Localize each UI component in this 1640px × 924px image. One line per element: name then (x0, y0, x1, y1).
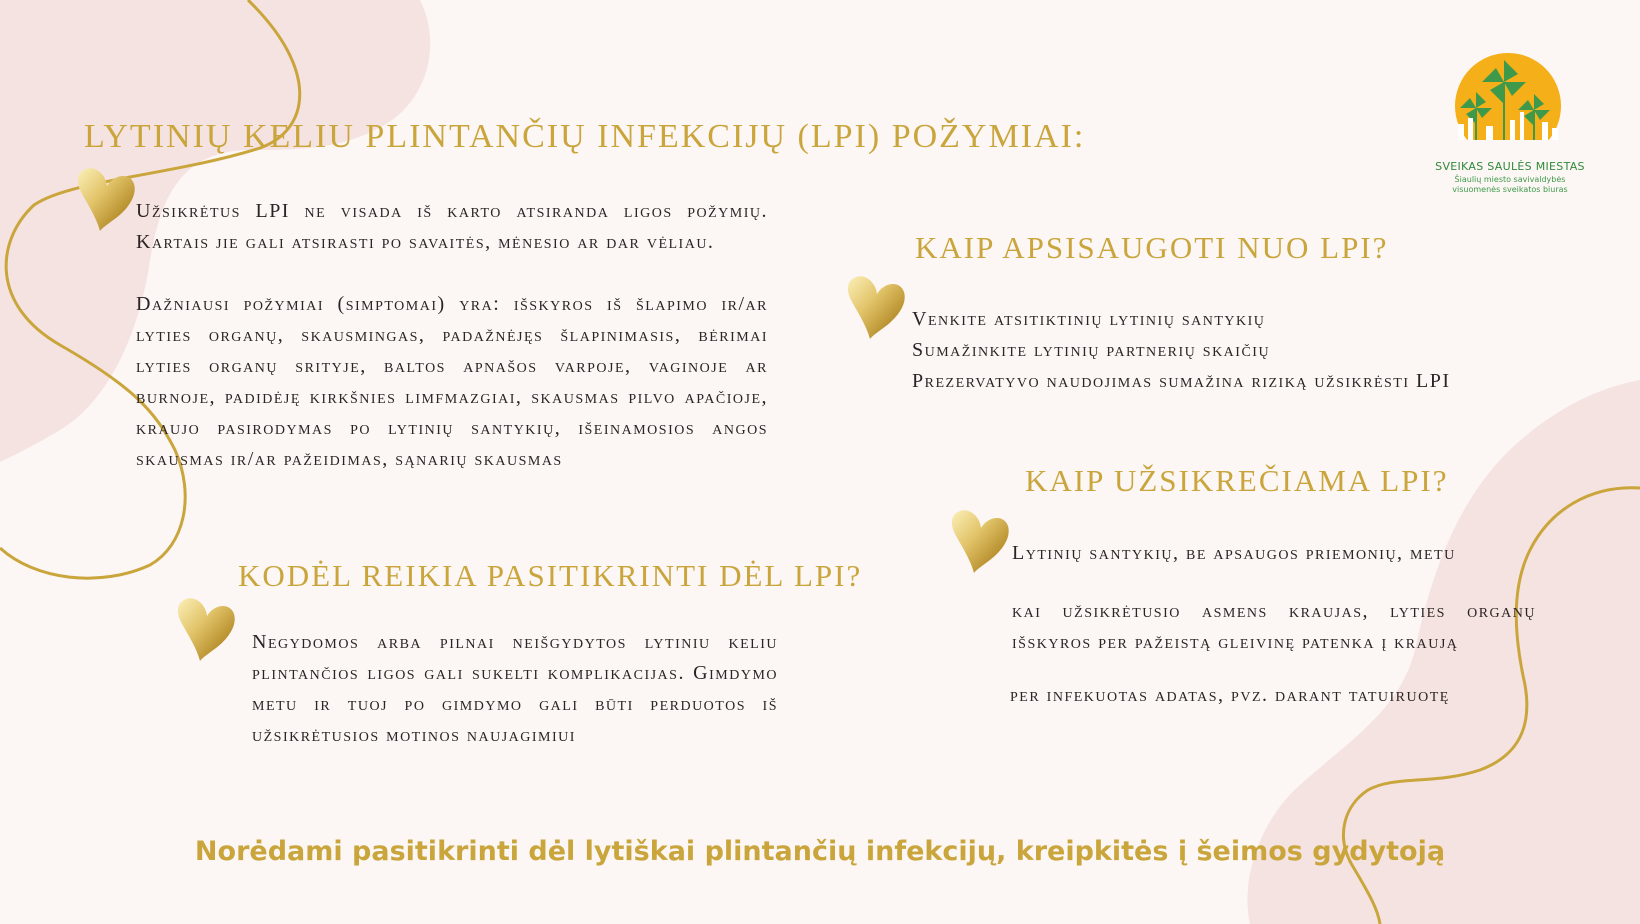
sun-pinwheel-icon (1442, 52, 1578, 162)
transmission-heading: KAIP UŽSIKREČIAMA LPI? (1025, 463, 1449, 498)
symptoms-paragraph-2: Dažniausi požymiai (simptomai) yra: išskyros iš šlapimo ir/ar lyties organų, skausmingas, padažnėjęs šlapinimasis, bėrimai lyties organų srityje, baltos apnašos varpoje, vaginoje ar burnoje, padidėję kirkšnies limfmazgiai, skausmas pilvo apačioje, kraujo pasirodymas po lytinių santykių, išeinamosios angos skausmas ir/ar pažeidimas, sąnarių skausmas (136, 293, 768, 470)
list-item: Venkite atsitiktinių lytinių santykių (912, 308, 1266, 330)
transmission-item-3: per infekuotas adatas, pvz. darant tatuiruotę (1010, 684, 1450, 706)
logo-subtitle-line1: Šiaulių miesto savivaldybės (1454, 175, 1566, 184)
symptoms-paragraph-1: Užsikrėtus LPI ne visada iš karto atsiranda ligos požymių. Kartais jie gali atsirasti po savaitės, mėnesio ar dar vėliau. (136, 200, 768, 253)
logo-subtitle-line2: visuomenės sveikatos biuras (1452, 185, 1568, 194)
heart-icon (950, 508, 1010, 574)
testing-heading: KODĖL REIKIA PASITIKRINTI DĖL LPI? (238, 558, 863, 593)
list-item: Sumažinkite lytinių partnerių skaičių (912, 339, 1271, 361)
symptoms-heading: LYTINIŲ KELIU PLINTANČIŲ INFEKCIJŲ (LPI) POŽYMIAI: (84, 118, 1086, 155)
logo (1420, 52, 1600, 202)
list-item: Prezervatyvo naudojimas sumažina riziką užsikrėsti LPI (912, 370, 1451, 392)
testing-paragraph: Negydomos arba pilnai neišgydytos lytiniu keliu plintančios ligos gali sukelti komplikacijas. Gimdymo metu ir tuoj po gimdymo gali būti perduotos iš užsikrėtusios motinos naujagimiui (252, 631, 778, 746)
heart-icon (176, 596, 236, 662)
footer-call-to-action: Norėdami pasitikrinti dėl lytiškai plintančių infekcijų, kreipkitės į šeimos gydytoją (194, 836, 1446, 867)
logo-title: SVEIKAS SAULĖS MIESTAS (1435, 160, 1585, 173)
transmission-item-2: kai užsikrėtusio asmens kraujas, lyties organų išskyros per pažeistą gleivinę patenka į kraują (1012, 600, 1536, 653)
protection-heading: KAIP APSISAUGOTI NUO LPI? (915, 230, 1389, 265)
transmission-item-1: Lytinių santykių, be apsaugos priemonių, metu (1012, 542, 1456, 564)
heart-icon (846, 274, 906, 340)
protection-list (912, 304, 1451, 397)
heart-icon (76, 166, 136, 232)
